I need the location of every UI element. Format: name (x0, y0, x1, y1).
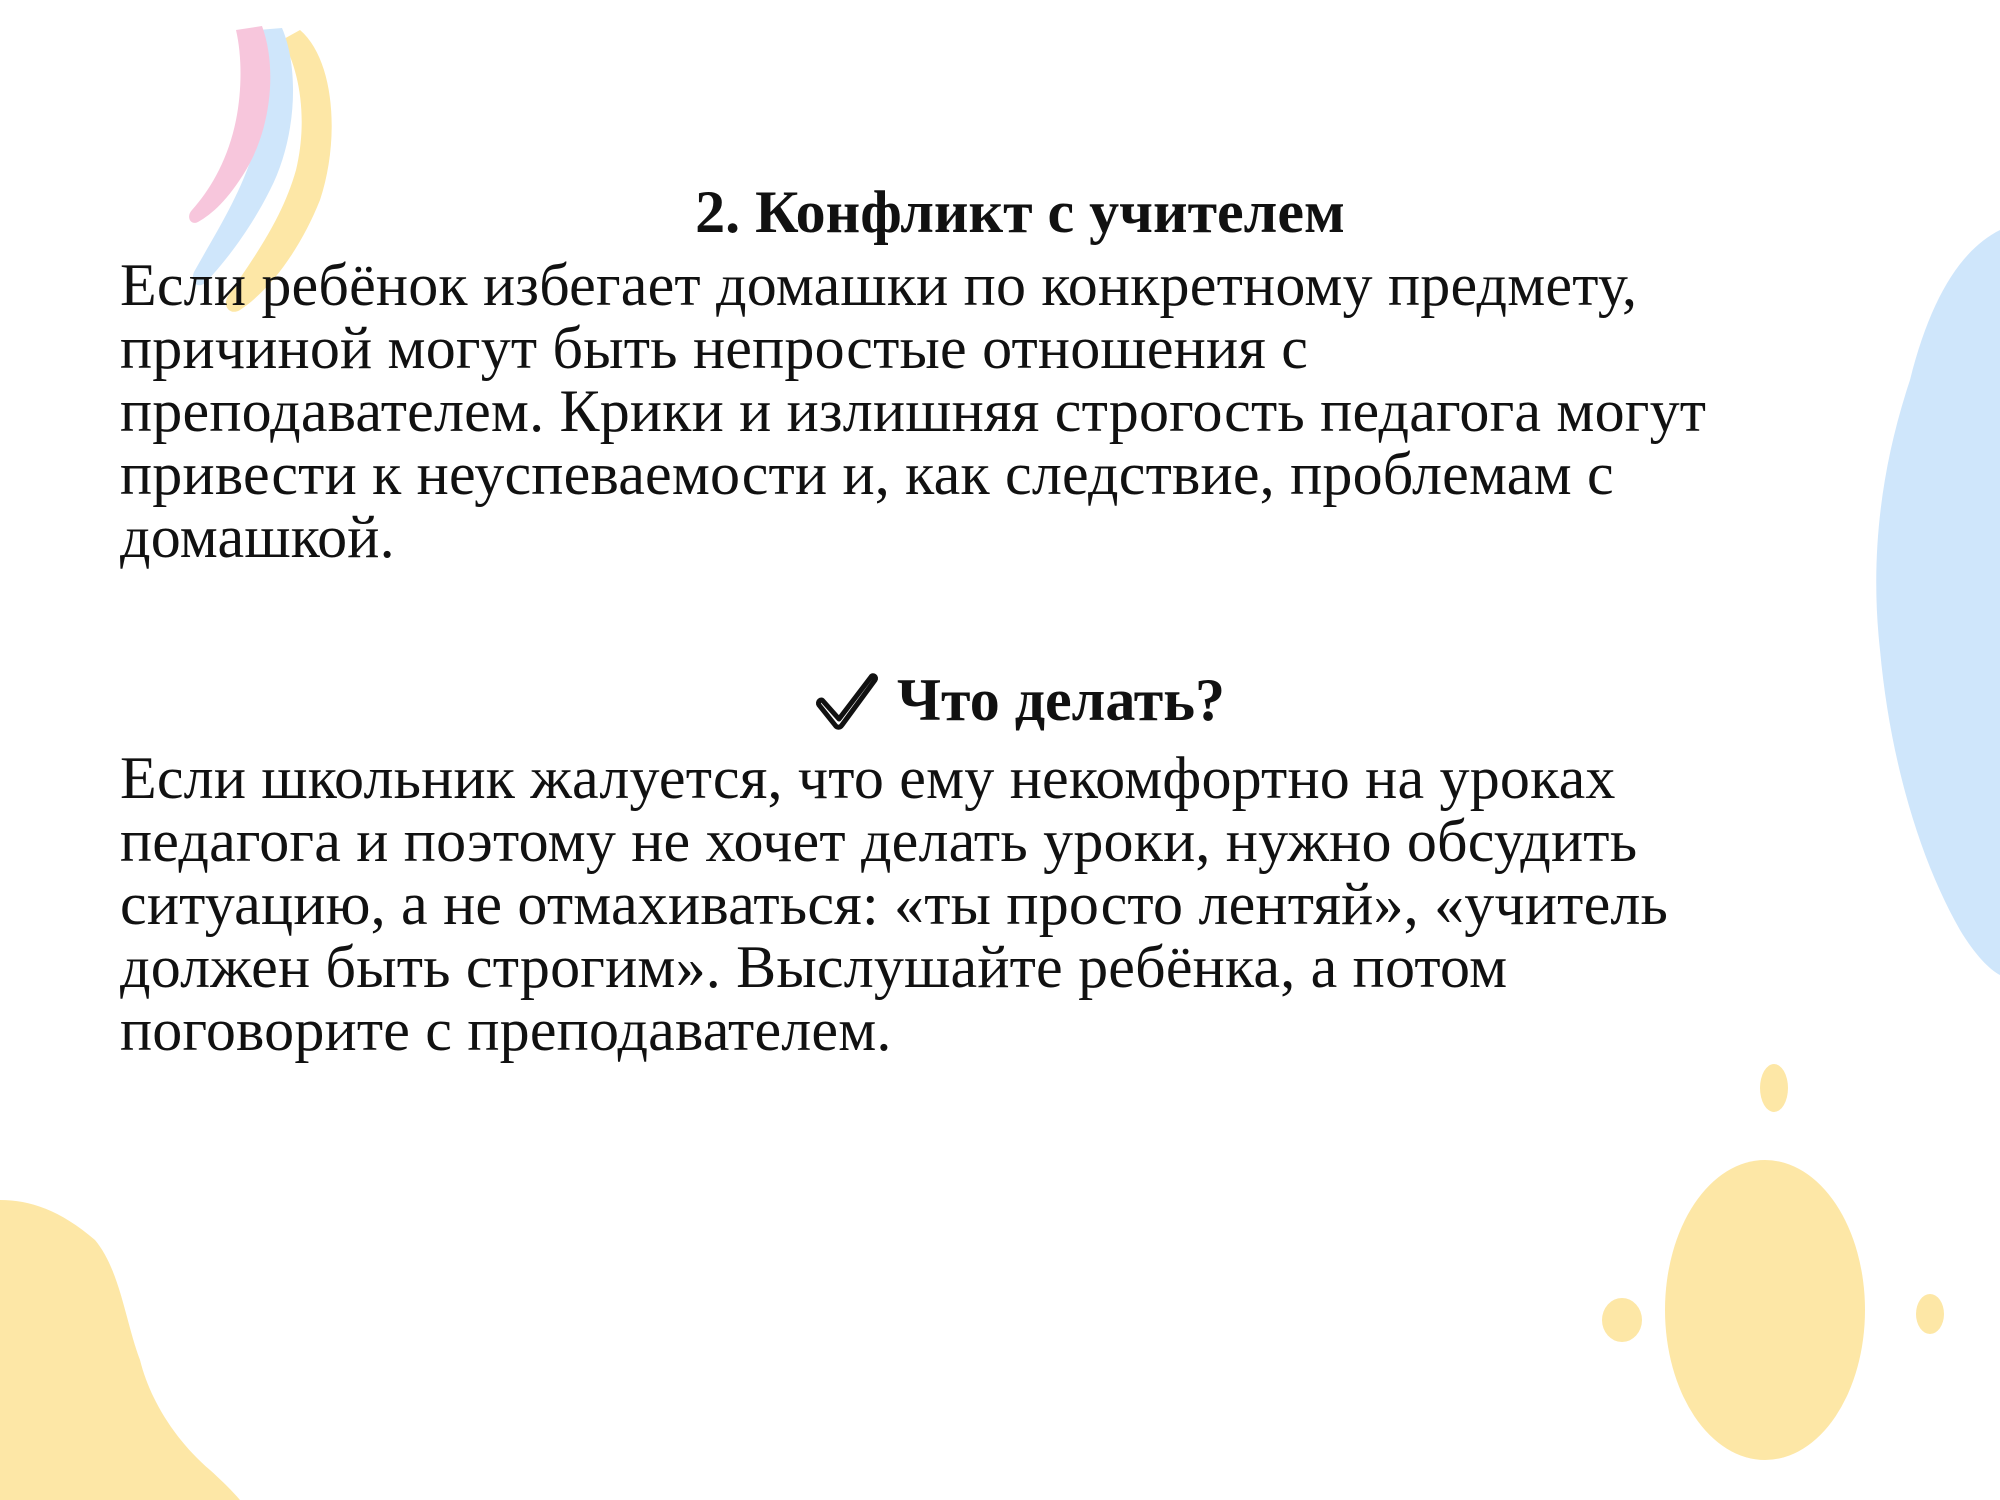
main-content (120, 170, 1880, 1062)
yellow-blob-bottom-left (0, 1200, 240, 1500)
paragraph-line: должен быть строгим». Выслушайте ребёнка, а потом (120, 934, 1508, 1000)
blue-blob (1876, 230, 2000, 975)
advice-paragraph (120, 747, 1880, 1062)
section-paragraph (120, 254, 1880, 569)
spacer (120, 569, 1880, 655)
paragraph-line: поговорите с преподавателем. (120, 997, 892, 1063)
paragraph-line: домашкой. (120, 504, 395, 570)
paragraph-line: ситуацию, а не отмахиваться: «ты просто лентяй», «учитель (120, 871, 1669, 937)
paragraph-line: Если ребёнок избегает домашки по конкретному предмету, (120, 252, 1638, 318)
section-heading: 2. Конфликт с учителем (695, 179, 1345, 245)
yellow-drop-right (1916, 1294, 1944, 1334)
checkmark-icon (815, 667, 881, 733)
paragraph-line: привести к неуспеваемости и, как следствие, проблемам с (120, 441, 1614, 507)
yellow-splash-large (1665, 1160, 1865, 1460)
yellow-drop-left (1602, 1298, 1642, 1342)
what-to-do-label: Что делать? (896, 667, 1225, 733)
yellow-drop-top (1760, 1064, 1788, 1112)
paragraph-line: педагога и поэтому не хочет делать уроки, нужно обсудить (120, 808, 1638, 874)
paragraph-line: причиной могут быть непростые отношения с (120, 315, 1309, 381)
paragraph-line: Если школьник жалуется, что ему некомфортно на уроках (120, 745, 1616, 811)
what-to-do-heading (120, 655, 1880, 745)
paragraph-line: преподавателем. Крики и излишняя строгость педагога могут (120, 378, 1707, 444)
